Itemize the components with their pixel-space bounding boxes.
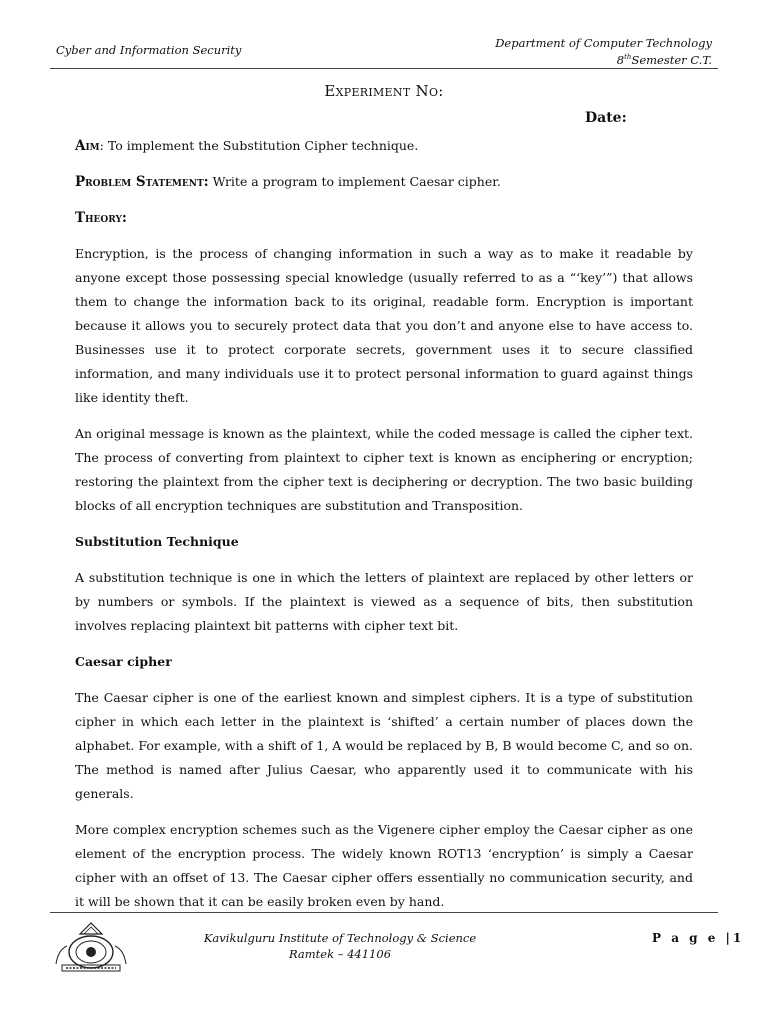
heading-substitution: Substitution Technique — [75, 534, 239, 549]
paragraph-substitution: A substitution technique is one in which the letters of plaintext are replaced by other letters or by numbers or symbols. If the plaintext is viewed as a sequence of bits, then substitution involves replacing plaintext bit patterns with cipher text bit. — [75, 570, 693, 633]
paragraph-plaintext: An original message is known as the plaintext, while the coded message is called the cipher text. The process of converting from plaintext to cipher text is known as enciphering or encryption; restoring the plaintext from the cipher text is deciphering or decryption. The two basic building blocks of all encryption techniques are substitution and Transposition. — [75, 426, 693, 513]
problem-text: Write a program to implement Caesar cipher. — [212, 174, 501, 189]
header-right — [495, 36, 712, 67]
problem-label: Problem Statement: — [75, 174, 209, 190]
footer-institute-address: Ramtek – 441106 — [288, 947, 392, 961]
page-number: P a g e |1 — [652, 931, 742, 945]
footer-institute-name: Kavikulguru Institute of Technology & Science — [203, 931, 477, 945]
header-department: Department of Computer Technology — [495, 36, 712, 50]
experiment-title: Experiment No: — [324, 82, 444, 100]
paragraph-complex: More complex encryption schemes such as the Vigenere cipher employ the Caesar cipher as one element of the encryption process. The widely known ROT13 ‘encryption’ is simply a Caesar cipher with an offset of 13. The Caesar cipher offers essentially no communication security, and it will be shown that it can be easily broken even by hand. — [75, 822, 693, 909]
header-semester: 8thSemester C.T. — [616, 52, 712, 67]
footer-institute — [0, 930, 680, 962]
aim-line: Aim: To implement the Substitution Cipher technique. — [75, 138, 419, 154]
aim-label: Aim — [75, 138, 100, 154]
paragraph-encryption: Encryption, is the process of changing information in such a way as to make it readable by anyone except those possessing special knowledge (usually referred to as a “‘key’”) that allows them to change the information back to its original, readable form. Encryption is important because it allows you to securely protect data that you don’t and anyone else to have access to. Businesses use it to protect corporate secrets, government uses it to secure classified information, and many individuals use it to protect personal information to guard against things like identity theft. — [75, 246, 693, 405]
header-divider — [50, 68, 718, 69]
document-body — [75, 134, 693, 926]
aim-text: To implement the Substitution Cipher technique. — [107, 138, 419, 153]
paragraph-caesar: The Caesar cipher is one of the earliest known and simplest ciphers. It is a type of substitution cipher in which each letter in the plaintext is ‘shifted’ a certain number of places down the alphabet. For example, with a shift of 1, A would be replaced by B, B would become C, and so on. The method is named after Julius Caesar, who apparently used it to communicate with his generals. — [75, 690, 693, 801]
footer-divider — [50, 912, 718, 913]
header-left-title: Cyber and Information Security — [56, 43, 242, 57]
problem-line — [75, 170, 693, 194]
heading-caesar: Caesar cipher — [75, 654, 172, 669]
date-label: Date: — [585, 110, 627, 126]
theory-heading: Theory: — [75, 210, 127, 226]
